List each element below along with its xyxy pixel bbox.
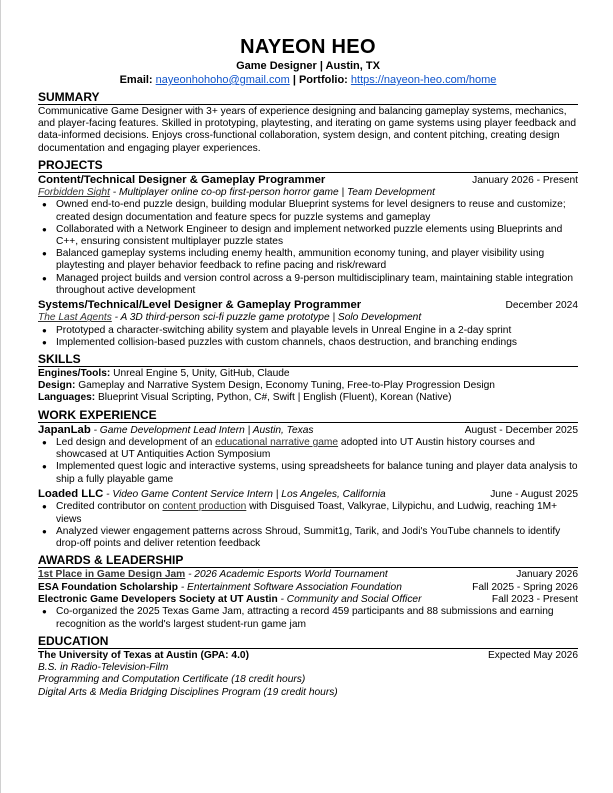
education-certificate: Programming and Computation Certificate (18 credit hours)	[38, 674, 306, 686]
skills-label: Languages:	[38, 392, 96, 404]
bullet-text: Prototyped a character-switching ability system and playable levels in Unreal Engine in a 2-day sprint	[56, 324, 512, 336]
award-description: - Entertainment Software Association Foundation	[178, 581, 402, 593]
award-title: ESA Foundation Scholarship	[38, 581, 178, 593]
education-degree: B.S. in Radio-Television-Film	[38, 662, 169, 674]
job-entry	[38, 488, 578, 550]
list-item	[38, 248, 578, 272]
education-row	[38, 650, 578, 662]
portfolio-link[interactable]: https://nayeon-heo.com/home	[350, 74, 497, 86]
bullet-icon: ●	[42, 200, 47, 210]
bullet-text: Owned end-to-end puzzle design, building modular Blueprint systems for level designers to reuse and customize; created design documentation and feature specs for puzzle systems and gameplay	[56, 199, 566, 223]
award-description: - 2026 Academic Esports World Tournament	[185, 569, 388, 581]
bullet-text: Analyzed viewer engagement patterns across Shroud, Summit1g, Tarik, and Jodi's YouTube channels to identify drop-off points and deliver retention feedback	[56, 525, 561, 549]
list-item	[38, 337, 578, 349]
job-company: Loaded LLC	[38, 487, 104, 500]
bullet-text: Credited contributor on	[56, 501, 163, 513]
job-bullets	[38, 437, 578, 486]
bullet-icon: ●	[42, 438, 47, 448]
content-production-link[interactable]: content production	[162, 501, 247, 513]
list-item	[38, 606, 578, 630]
project-title: Systems/Technical/Level Designer & Gameplay Programmer	[38, 299, 362, 312]
project-subtitle	[38, 187, 578, 199]
award-row	[38, 569, 578, 581]
bullet-text: Collaborated with a Network Engineer to design and implement networked puzzle elements using Blueprints and C++, ensuring consistent multiplayer puzzle states	[56, 223, 563, 248]
projects-heading: PROJECTS	[38, 159, 578, 173]
contact-line	[38, 73, 578, 87]
project-date: January 2026 - Present	[472, 174, 578, 186]
job-header	[38, 424, 313, 437]
list-item	[38, 501, 578, 525]
project-entry	[38, 299, 578, 349]
summary-heading: SUMMARY	[38, 91, 578, 105]
awards-heading: AWARDS & LEADERSHIP	[38, 554, 578, 568]
project-subtitle	[38, 312, 578, 324]
bullet-icon: ●	[42, 224, 47, 234]
project-title: Content/Technical Designer & Gameplay Programmer	[38, 173, 326, 186]
project-date: December 2024	[505, 300, 578, 312]
list-item	[38, 526, 578, 550]
project-entry	[38, 174, 578, 297]
bullet-icon: ●	[42, 526, 47, 536]
bullet-icon: ●	[42, 249, 47, 259]
skills-heading: SKILLS	[38, 353, 578, 367]
skills-value: Blueprint Visual Scripting, Python, C#, Swift | English (Fluent), Korean (Native)	[95, 392, 452, 404]
bullet-text: with Disguised Toast, Valkyrae, Lilypichu, and Ludwig, reaching 1M+ views	[56, 501, 558, 525]
bullet-icon: ●	[42, 462, 47, 472]
award-date: January 2026	[516, 569, 578, 581]
skills-row	[38, 380, 578, 392]
list-item	[38, 273, 578, 297]
award-row	[38, 594, 578, 606]
bullet-text: Implemented collision-based puzzles with custom channels, chaos destruction, and branching endings	[56, 336, 517, 348]
work-heading: WORK EXPERIENCE	[38, 409, 578, 423]
educational-game-link[interactable]: educational narrative game	[215, 437, 339, 449]
list-item	[38, 461, 578, 485]
candidate-subtitle: Game Designer | Austin, TX	[236, 60, 380, 72]
project-bullets	[38, 199, 578, 297]
bullet-text: Managed project builds and version control across a 9-person multidisciplinary team, maintaining stable integration throughout active development	[56, 272, 574, 296]
bullet-icon: ●	[42, 337, 47, 347]
award-date: Fall 2025 - Spring 2026	[472, 581, 578, 593]
skills-row	[38, 392, 578, 404]
email-link[interactable]: nayeonhohoho@gmail.com	[155, 74, 290, 86]
list-item	[38, 325, 578, 337]
education-program: Digital Arts & Media Bridging Disciplines Program (19 credit hours)	[38, 686, 338, 698]
bullet-icon: ●	[42, 325, 47, 335]
email-label: Email:	[119, 74, 156, 86]
bullet-text: Balanced gameplay systems including enemy health, ammunition economy tuning, and player visibility using playtesting and player behavior feedback to refine pacing and risk/reward	[56, 248, 545, 272]
bullet-text: Co-organized the 2025 Texas Game Jam, attracting a record 459 participants and 88 submissions and earning recognition as the world's largest student-run game jam	[56, 606, 554, 630]
portfolio-label: Portfolio:	[298, 74, 351, 86]
job-date: June - August 2025	[490, 488, 578, 500]
bullet-icon: ●	[42, 607, 47, 617]
skills-value: Unreal Engine 5, Unity, GitHub, Claude	[110, 368, 290, 380]
list-item	[38, 437, 578, 461]
job-role: - Video Game Content Service Intern | Los Angeles, California	[103, 488, 386, 500]
job-entry	[38, 424, 578, 486]
job-header	[38, 488, 386, 501]
award-date: Fall 2023 - Present	[491, 593, 578, 605]
bullet-text: Led design and development of an	[56, 437, 216, 449]
project-bullets	[38, 325, 578, 349]
contact-separator: |	[292, 74, 299, 86]
skills-value: Gameplay and Narrative System Design, Economy Tuning, Free-to-Play Progression Design	[75, 380, 495, 392]
project-description: - Multiplayer online co-op first-person horror game | Team Development	[109, 187, 435, 199]
project-game-link[interactable]: Forbidden Sight	[38, 187, 110, 199]
project-game-link[interactable]: The Last Agents	[38, 312, 112, 324]
job-company: JapanLab	[38, 423, 91, 436]
bullet-icon: ●	[42, 502, 47, 512]
job-date: August - December 2025	[464, 424, 578, 436]
award-row	[38, 582, 578, 594]
award-bullets	[38, 606, 578, 630]
skills-label: Design:	[38, 380, 76, 392]
education-date: Expected May 2026	[487, 649, 578, 661]
project-description: - A 3D third-person sci-fi puzzle game prototype | Solo Development	[111, 312, 422, 324]
award-title-link[interactable]: 1st Place in Game Design Jam	[38, 569, 186, 581]
list-item	[38, 224, 578, 248]
school-name: The University of Texas at Austin (GPA: 4.0)	[38, 649, 249, 661]
award-title: Electronic Game Developers Society at UT Austin	[38, 593, 278, 605]
list-item	[38, 199, 578, 223]
bullet-text: adopted into UT Austin history courses and showcased at UT Antiquities Action Symposium	[56, 437, 535, 461]
job-role: - Game Development Lead Intern | Austin, Texas	[90, 424, 314, 436]
skills-row	[38, 368, 578, 380]
job-bullets	[38, 501, 578, 550]
education-heading: EDUCATION	[38, 635, 578, 649]
summary-text: Communicative Game Designer with 3+ years of experience designing and balancing gameplay systems, mechanics, and player-facing features. Skilled in prototyping, playtesting, and iterating on game systems using player feedback and data-informed decisions. Enjoys cross-functional collaboration, system design, and content pitching, creating design documentation and engaging player experiences.	[38, 106, 576, 154]
resume-page	[38, 36, 578, 699]
award-description: - Community and Social Officer	[277, 593, 422, 605]
skills-label: Engines/Tools:	[38, 368, 111, 380]
bullet-icon: ●	[42, 273, 47, 283]
bullet-text: Implemented quest logic and interactive systems, using spreadsheets for balance tuning and player data analysis to ship a fully playable game	[56, 461, 578, 485]
candidate-name: NAYEON HEO	[240, 36, 376, 58]
